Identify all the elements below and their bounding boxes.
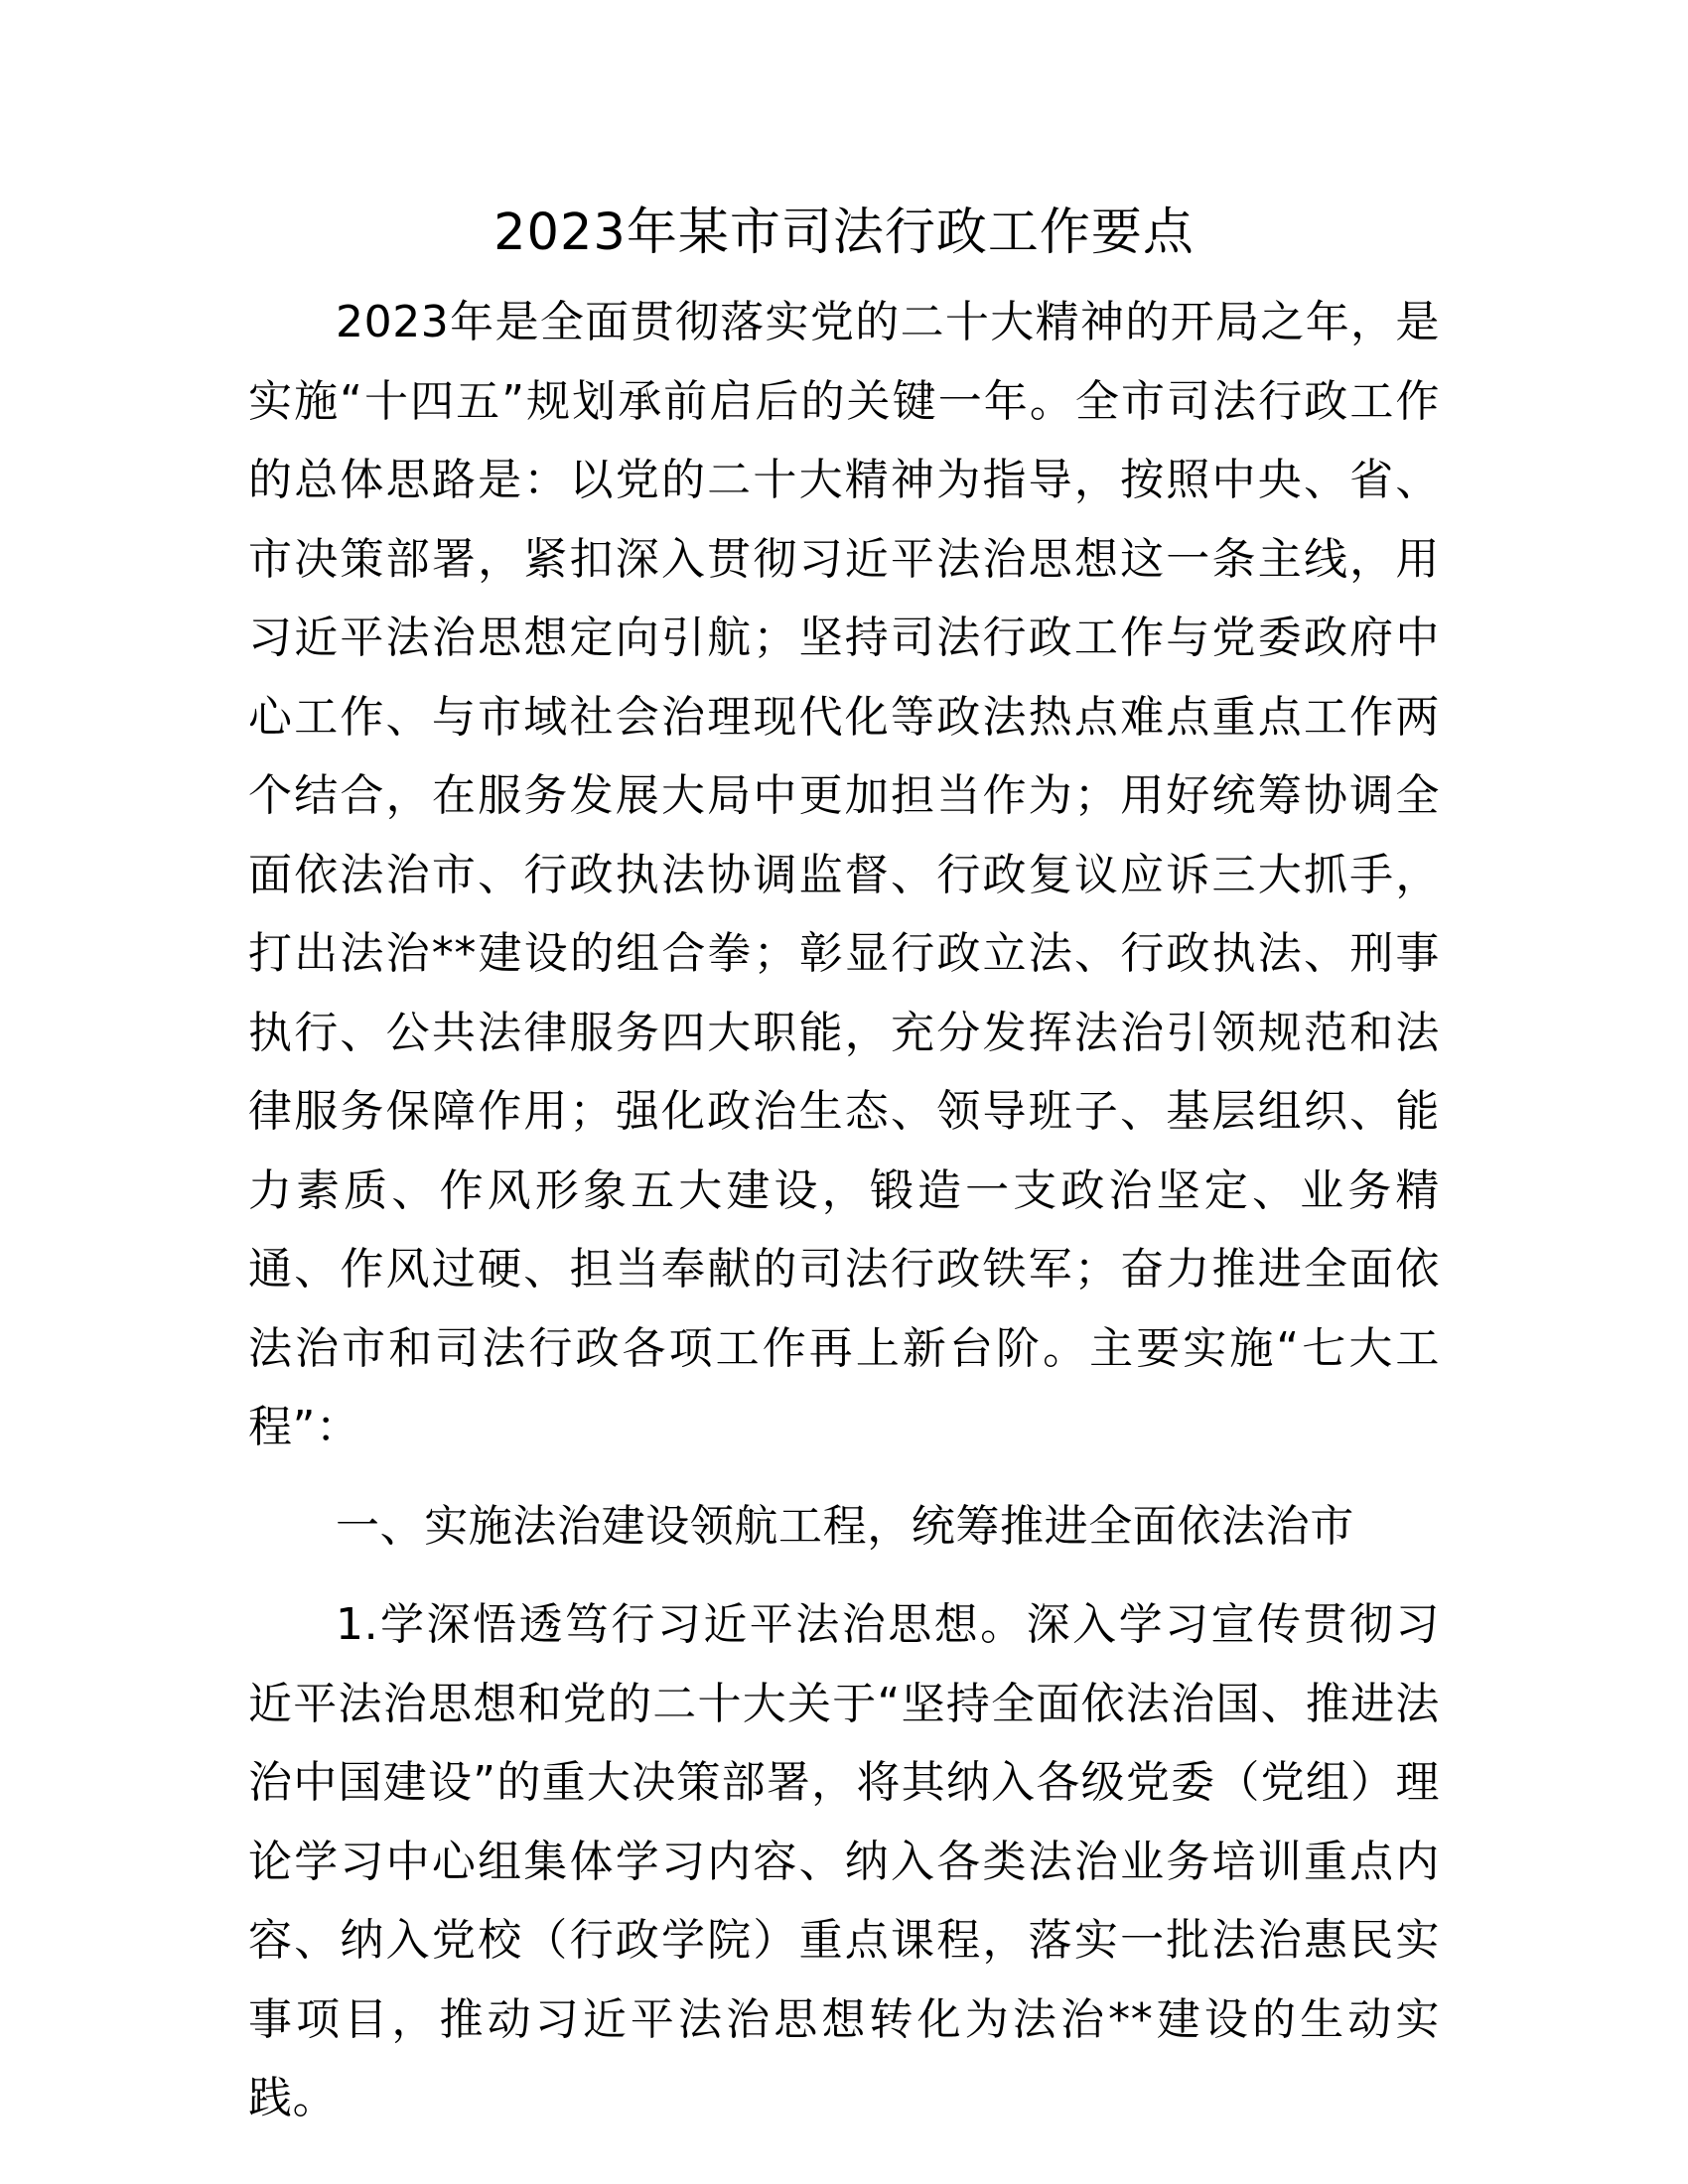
document-page [248,194,1440,2138]
item-paragraph-1: 1.学深悟透笃行习近平法治思想。深入学习宣传贯彻习近平法治思想和党的二十大关于“坚持全面依法治国、推进法治中国建设”的重大决策部署，将其纳入各级党委（党组）理论学习中心组集体学习内容、纳入各类法治业务培训重点内容、纳入党校（行政学院）重点课程，落实一批法治惠民实事项目，推动习近平法治思想转化为法治**建设的生动实践。 [248,1599,1440,2123]
intro-paragraph: 2023年是全面贯彻落实党的二十大精神的开局之年，是实施“十四五”规划承前启后的关键一年。全市司法行政工作的总体思路是：以党的二十大精神为指导，按照中央、省、市决策部署，紧扣深入贯彻习近平法治思想这一条主线，用习近平法治思想定向引航；坚持司法行政工作与党委政府中心工作、与市域社会治理现代化等政法热点难点重点工作两个结合，在服务发展大局中更加担当作为；用好统筹协调全面依法治市、行政执法协调监督、行政复议应诉三大抓手，打出法治**建设的组合拳；彰显行政立法、行政执法、刑事执行、公共法律服务四大职能，充分发挥法治引领规范和法律服务保障作用；强化政治生态、领导班子、基层组织、能力素质、作风形象五大建设，锻造一支政治坚定、业务精通、作风过硬、担当奉献的司法行政铁军；奋力推进全面依法治市和司法行政各项工作再上新台阶。主要实施“七大工程”： [248,297,1440,1452]
section-heading-1: 一、实施法治建设领航工程，统筹推进全面依法治市 [336,1500,1354,1552]
document-title: 2023年某市司法行政工作要点 [493,204,1195,262]
